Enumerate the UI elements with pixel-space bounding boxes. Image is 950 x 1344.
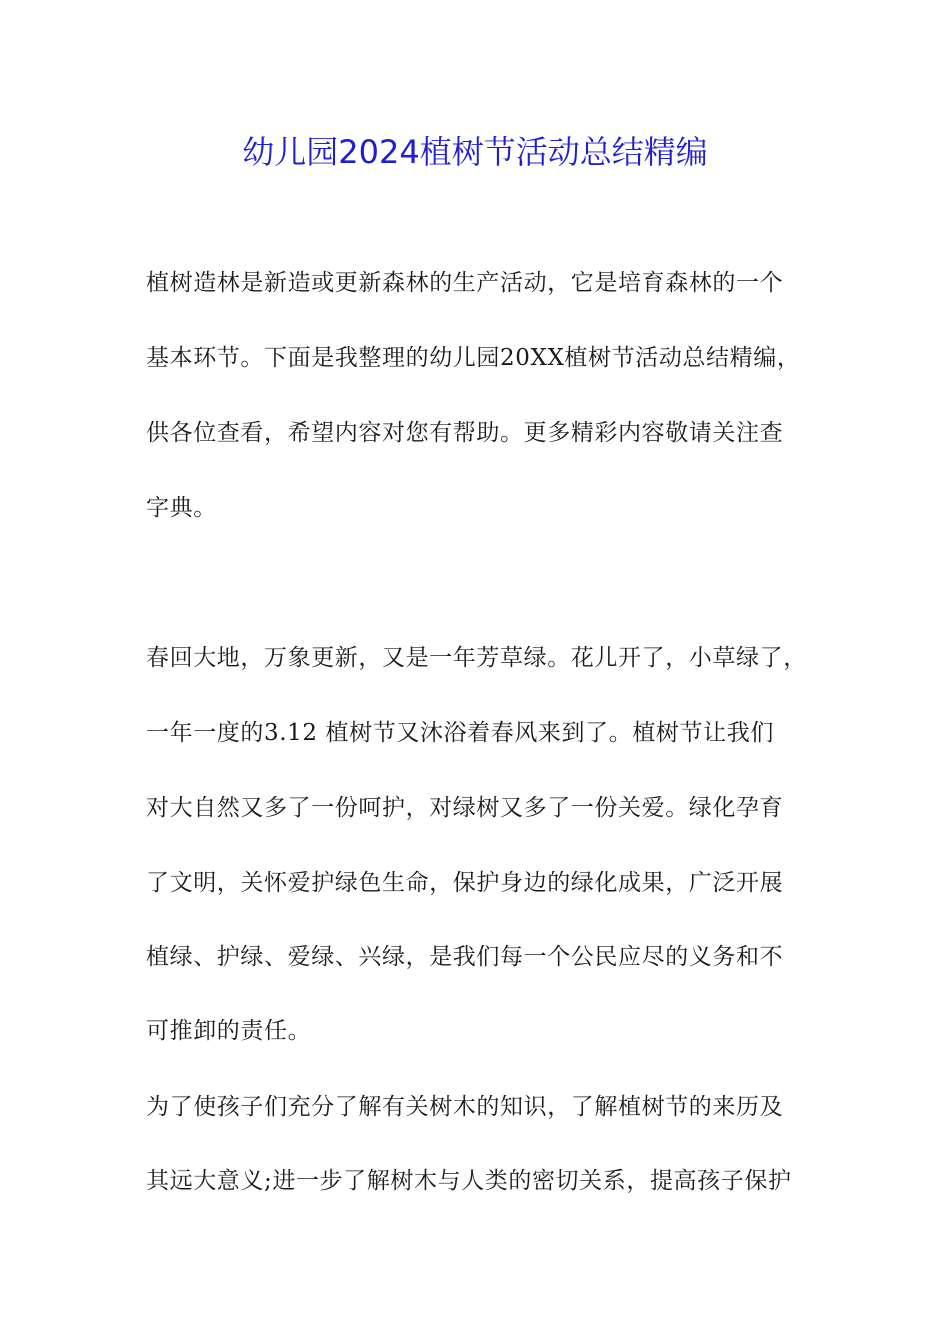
paragraph-3-line-1: 为了使孩子们充分了解有关树木的知识，了解植树节的来历及 <box>146 1094 784 1120</box>
document-title: 幼儿园2024植树节活动总结精编 <box>242 133 708 171</box>
paragraph-2-line-4: 了文明，关怀爱护绿色生命，保护身边的绿化成果，广泛开展 <box>146 870 784 896</box>
paragraph-1-line-1: 植树造林是新造或更新森林的生产活动，它是培育森林的一个 <box>146 270 784 296</box>
paragraph-1-line-2: 基本环节。下面是我整理的幼儿园20XX植树节活动总结精编， <box>146 345 801 371</box>
paragraph-3-line-2: 其远大意义;进一步了解树木与人类的密切关系，提高孩子保护 <box>146 1168 792 1194</box>
paragraph-2-line-3: 对大自然又多了一份呵护，对绿树又多了一份关爱。绿化孕育 <box>146 795 784 821</box>
paragraph-1-line-3: 供各位查看，希望内容对您有帮助。更多精彩内容敬请关注查 <box>146 420 784 446</box>
paragraph-2-line-6: 可推卸的责任。 <box>146 1018 312 1044</box>
paragraph-2-line-1: 春回大地，万象更新，又是一年芳草绿。花儿开了，小草绿了， <box>146 645 807 671</box>
paragraph-2-line-2: 一年一度的3.12 植树节又沐浴着春风来到了。植树节让我们 <box>146 720 774 746</box>
paragraph-2-line-5: 植绿、护绿、爱绿、兴绿，是我们每一个公民应尽的义务和不 <box>146 944 784 970</box>
paragraph-1-line-4: 字典。 <box>146 495 217 521</box>
